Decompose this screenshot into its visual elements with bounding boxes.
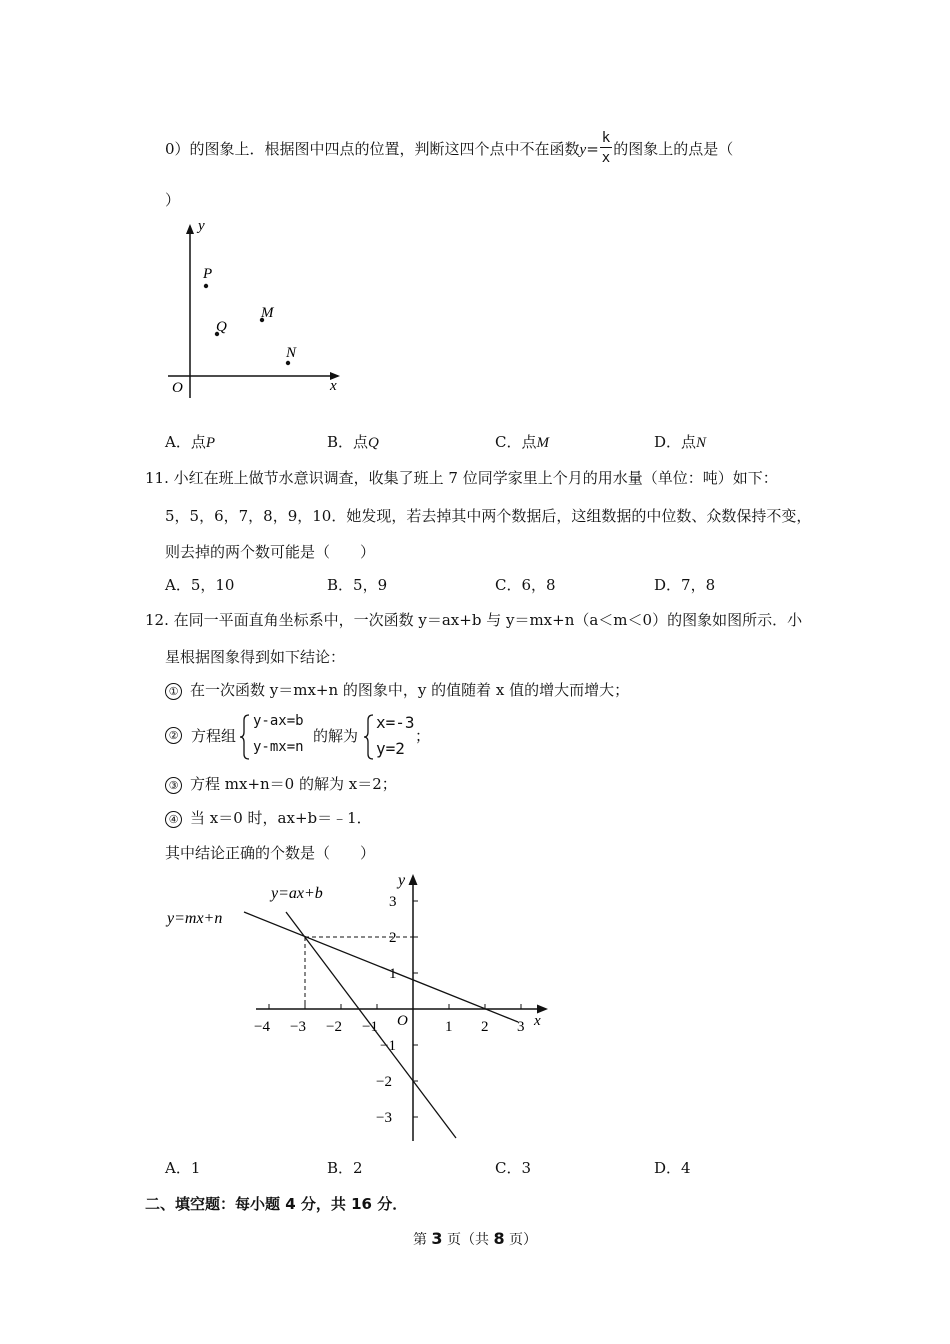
section-2-heading: 二、填空题：每小题 4 分，共 16 分． [145,1195,408,1213]
solution-left-brace [363,714,375,760]
q12-line1: 12. 在同一平面直角坐标系中，一次函数 y＝ax+b 与 y＝mx+n（a＜m＜0）的图象如图所示．小 [145,611,803,629]
point-m-label: M [261,305,274,321]
q11-option-d[interactable]: D．7，8 [654,576,716,594]
page-footer: 第 3 页（共 8 页） [412,1229,538,1248]
y-tick-label-2: 2 [389,930,397,946]
q12-option-c[interactable]: C．3 [495,1159,532,1177]
line-mx-plus-n [244,912,518,1022]
y-tick-label--1: −1 [380,1038,396,1054]
point-n-label: N [286,345,297,361]
conclusion-3-number: ③ [165,777,182,794]
q10-origin-label: O [172,380,183,396]
q12-line2: 星根据图象得到如下结论： [165,648,346,666]
q11-line2: 5，5，6，7，8，9，10．她发现，若去掉其中两个数据后，这组数据的中位数、众数保持不变， [165,507,812,525]
conclusion-4-number: ④ [165,811,182,828]
point-p-label: P [203,266,213,282]
q12-origin-label: O [397,1013,408,1029]
line-ab-label: y=ax+b [271,885,323,902]
q10-line1: 0）的图象上．根据图中四点的位置，判断这四个点中不在函数y= $\frac{k}{x}$ 的图象上的点是（ [165,130,734,166]
q10-y-label: y [198,218,205,234]
conclusion-2-number: ② [165,727,182,744]
current-page-number: 3 [431,1229,443,1248]
conclusion-1-number: ① [165,683,182,700]
q11-line3: 则去掉的两个数可能是（ ） [165,543,376,561]
line-mn-label: y=mx+n [167,910,223,927]
q12-y-label: y [398,872,406,889]
x-tick-label--2: −2 [326,1019,342,1035]
q10-x-label: x [330,378,337,394]
y-tick-label-3: 3 [389,894,397,910]
x-tick-label-3: 3 [517,1019,525,1035]
system-left-brace [239,714,251,760]
q12-question: 其中结论正确的个数是（ ） [165,844,376,862]
q10-option-b[interactable]: B．点Q [327,433,379,451]
q11-line1: 11. 小红在班上做节水意识调查，收集了班上 7 位同学家里上个月的用水量（单位：吨）如下： [145,469,778,487]
y-tick-label--2: −2 [376,1074,392,1090]
point-p-dot [204,284,208,288]
q10-option-d[interactable]: D．点N [654,433,707,451]
total-pages-number: 8 [493,1229,505,1248]
q11-option-b[interactable]: B．5，9 [327,576,388,594]
q12-conclusion-4: ④ 当 x＝0 时，ax+b＝﹣1． [165,807,372,828]
q12-option-a[interactable]: A．1 [165,1159,201,1177]
q12-option-d[interactable]: D．4 [654,1159,691,1177]
q12-y-arrow [409,874,418,885]
q12-x-label: x [534,1013,541,1029]
q10-option-a[interactable]: A．点P [165,433,216,451]
q12-conclusion-1: ① 在一次函数 y＝mx+n 的图象中，y 的值随着 x 值的增大而增大； [165,679,629,700]
q10-close-paren: ） [165,191,181,209]
point-q-label: Q [216,319,227,335]
line-ax-plus-b [286,912,456,1138]
q11-option-a[interactable]: A．5，10 [165,576,235,594]
q10-y-arrow [186,224,194,234]
x-tick-label-1: 1 [445,1019,453,1035]
q12-graph [160,865,560,1150]
k-over-x-fraction: $\frac{k}{x}$ [601,130,611,166]
q10-option-c[interactable]: C．点M [495,433,549,451]
q12-option-b[interactable]: B．2 [327,1159,363,1177]
q10-graph [160,212,360,402]
x-tick-label--3: −3 [290,1019,306,1035]
q12-conclusion-3: ③ 方程 mx+n＝0 的解为 x＝2； [165,773,397,794]
x-tick-label--4: −4 [254,1019,270,1035]
y-tick-label--3: −3 [376,1110,392,1126]
y-tick-label-1: 1 [389,966,397,982]
q11-option-c[interactable]: C．6，8 [495,576,556,594]
x-tick-label--1: −1 [362,1019,378,1035]
point-n-dot [286,361,290,365]
x-tick-label-2: 2 [481,1019,489,1035]
